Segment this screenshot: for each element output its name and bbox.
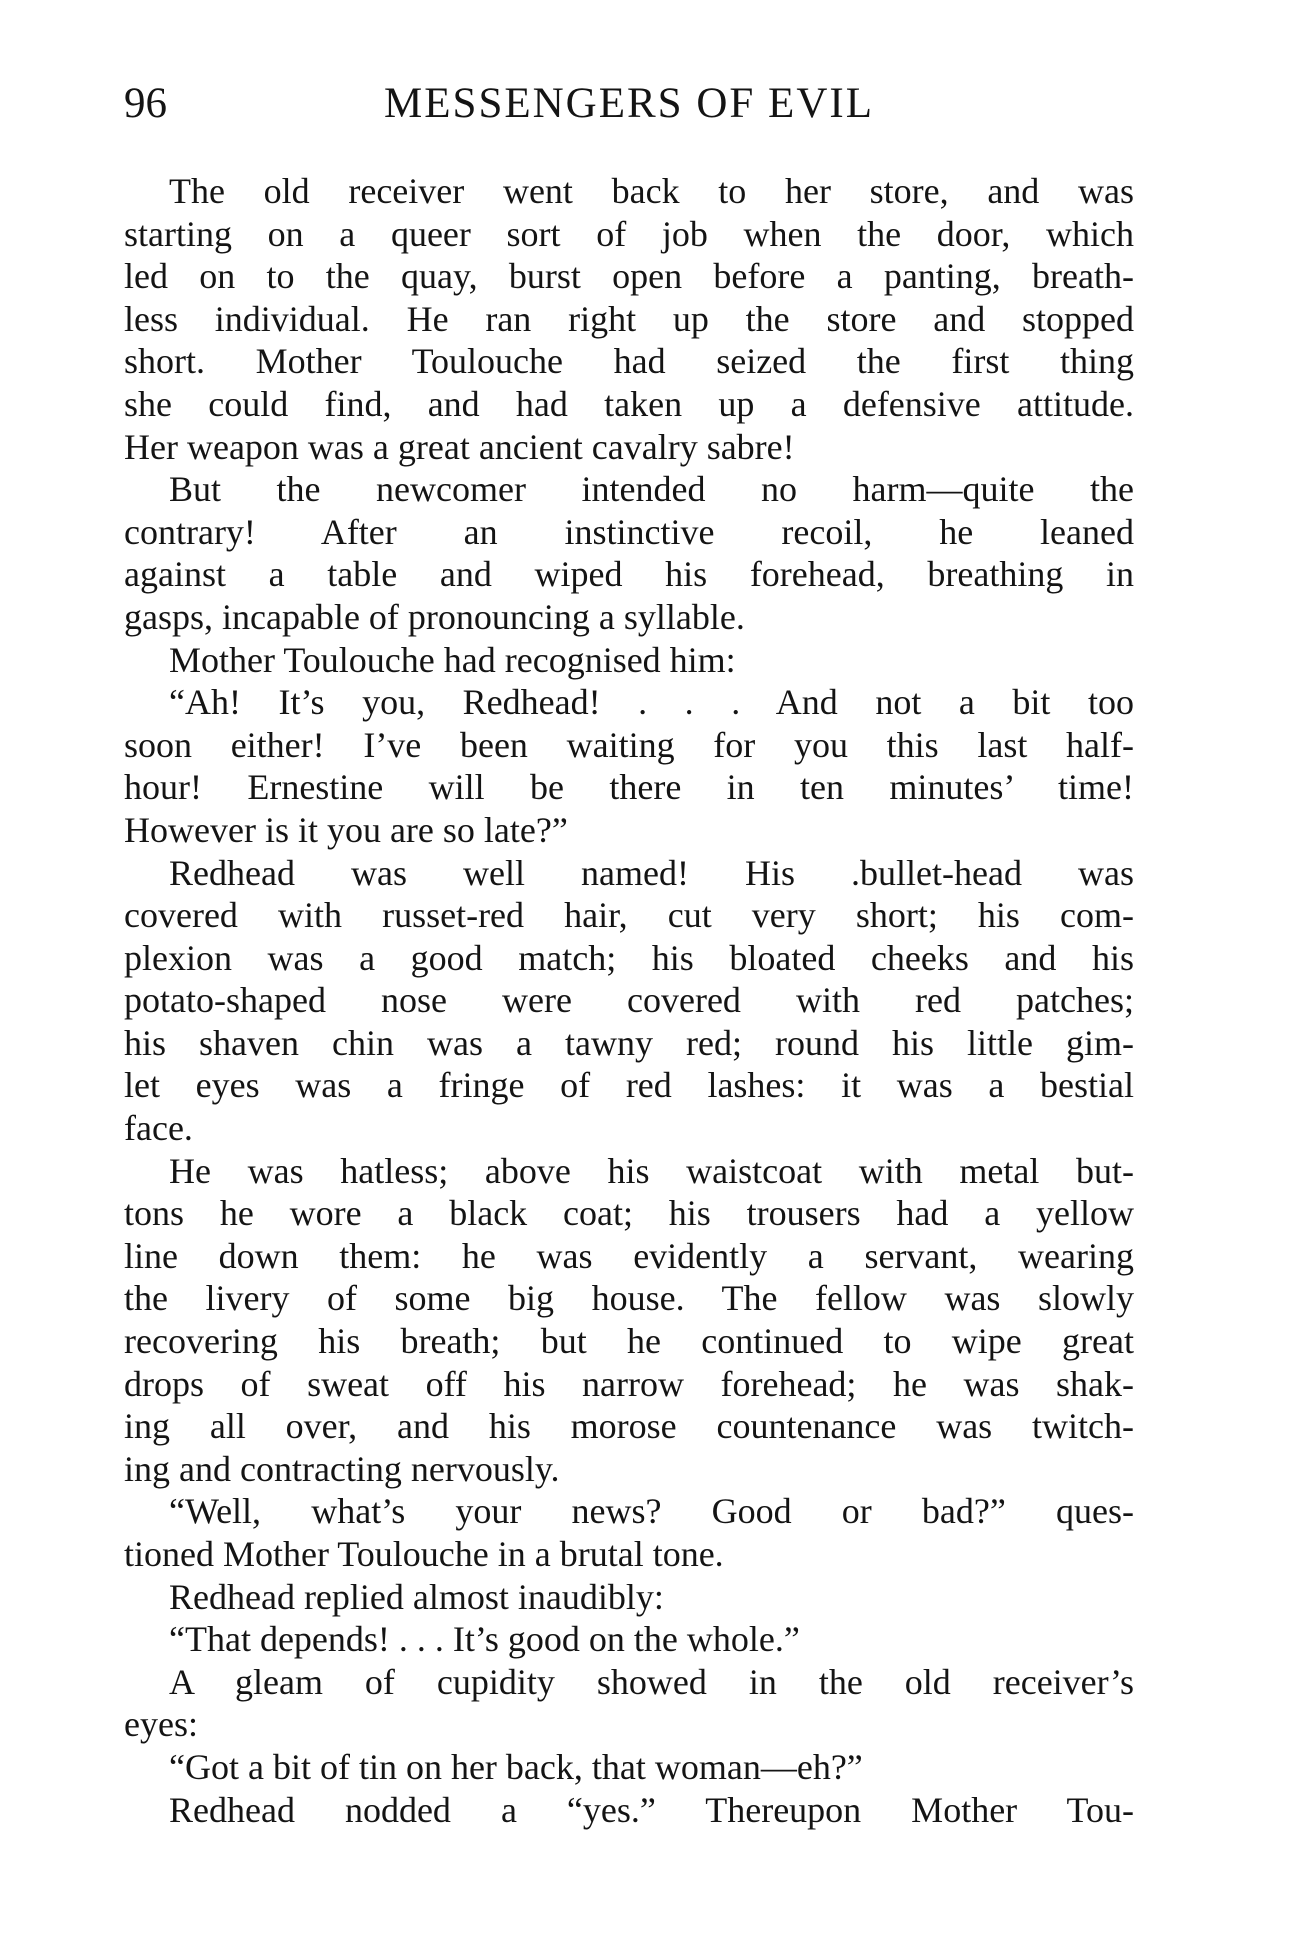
text-line: Redhead was well named! His .bullet-head was bbox=[169, 852, 1134, 893]
text-line: gasps, incapable of pronouncing a syllable. bbox=[124, 596, 745, 637]
text-line: against a table and wiped his forehead, breathing in bbox=[124, 554, 1134, 595]
text-line: his shaven chin was a tawny red; round his little gim- bbox=[124, 1022, 1134, 1063]
running-title: MESSENGERS OF EVIL bbox=[384, 80, 874, 127]
text-line: The old receiver went back to her store, and was bbox=[169, 171, 1134, 211]
text-line: drops of sweat off his narrow forehead; he was shak- bbox=[124, 1363, 1134, 1404]
text-line: A gleam of cupidity showed in the old receiver’s bbox=[169, 1661, 1134, 1702]
text-line: But the newcomer intended no harm—quite the bbox=[169, 469, 1134, 510]
text-line: potato-shaped nose were covered with red patches; bbox=[124, 980, 1134, 1021]
text-line: soon either! I’ve been waiting for you this last half- bbox=[124, 724, 1134, 765]
text-line: she could find, and had taken up a defensive attitude. bbox=[124, 383, 1134, 424]
text-line: led on to the quay, burst open before a panting, breath- bbox=[124, 256, 1134, 297]
text-line: Mother Toulouche had recognised him: bbox=[169, 639, 736, 680]
text-line: ing all over, and his morose countenance was twitch- bbox=[124, 1406, 1134, 1447]
text-line: line down them: he was evidently a servant, wearing bbox=[124, 1235, 1134, 1276]
text-line: starting on a queer sort of job when the door, which bbox=[124, 213, 1134, 254]
text-line: However is it you are so late?” bbox=[124, 809, 568, 850]
text-line: face. bbox=[124, 1108, 193, 1149]
text-line: tioned Mother Toulouche in a brutal tone. bbox=[124, 1534, 724, 1574]
text-line: “That depends! . . . It’s good on the whole.” bbox=[169, 1619, 800, 1660]
text-line: “Well, what’s your news? Good or bad?” ques- bbox=[169, 1491, 1134, 1532]
text-line: recovering his breath; but he continued to wipe great bbox=[124, 1321, 1134, 1362]
text-line: less individual. He ran right up the store and stopped bbox=[124, 298, 1134, 339]
text-line: covered with russet-red hair, cut very short; his com- bbox=[124, 895, 1134, 936]
text-line: Her weapon was a great ancient cavalry sabre! bbox=[124, 426, 795, 467]
text-line: Redhead nodded a “yes.” Thereupon Mother Tou- bbox=[169, 1789, 1134, 1830]
text-line: “Got a bit of tin on her back, that woman—eh?” bbox=[169, 1746, 863, 1787]
text-line: Redhead replied almost inaudibly: bbox=[169, 1576, 664, 1617]
text-line: eyes: bbox=[124, 1704, 198, 1745]
text-line: plexion was a good match; his bloated cheeks and his bbox=[124, 937, 1134, 978]
text-line: the livery of some big house. The fellow was slowly bbox=[124, 1278, 1134, 1319]
text-line: short. Mother Toulouche had seized the first thing bbox=[124, 341, 1134, 382]
text-line: tons he wore a black coat; his trousers had a yellow bbox=[124, 1193, 1134, 1234]
page-header bbox=[124, 78, 1134, 138]
body-text bbox=[124, 170, 1134, 1831]
text-line: “Ah! It’s you, Redhead! . . . And not a bit too bbox=[169, 682, 1134, 723]
text-line: let eyes was a fringe of red lashes: it was a bestial bbox=[124, 1065, 1134, 1106]
text-line: hour! Ernestine will be there in ten minutes’ time! bbox=[124, 767, 1134, 808]
text-line: contrary! After an instinctive recoil, he leaned bbox=[124, 511, 1134, 552]
page-number: 96 bbox=[124, 80, 167, 127]
text-line: He was hatless; above his waistcoat with metal but- bbox=[169, 1150, 1134, 1191]
text-line: ing and contracting nervously. bbox=[124, 1448, 560, 1489]
